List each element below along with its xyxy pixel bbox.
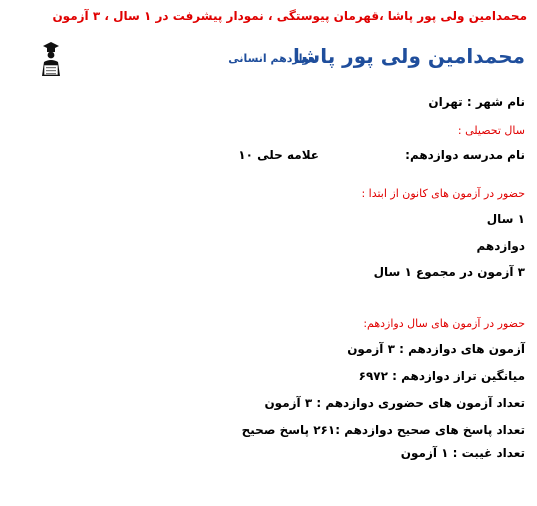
grade12-absences: تعداد غیبت : ۱ آزمون <box>400 446 525 460</box>
grade-field: دوازدهم انسانی <box>228 52 315 65</box>
school-logo <box>33 40 69 80</box>
academic-year-label: سال تحصیلی : <box>457 124 525 137</box>
school-value: علامه حلی ۱۰ <box>238 148 319 162</box>
city-line: نام شهر : تهران <box>428 95 525 109</box>
school-label: نام مدرسه دوازدهم: <box>405 148 525 162</box>
kanoon-total: ۳ آزمون در مجموع ۱ سال <box>373 265 525 279</box>
grade12-present-exams: تعداد آزمون های حضوری دوازدهم : ۳ آزمون <box>264 396 525 410</box>
kanoon-section-heading: حضور در آزمون های کانون از ابتدا : <box>361 187 525 200</box>
grade12-correct-answers: تعداد پاسخ های صحیح دوازدهم :۲۶۱ پاسخ صحیح <box>241 423 525 437</box>
student-name: محمدامین ولی پور پاشا <box>293 44 525 68</box>
kanoon-years: ۱ سال <box>486 212 525 226</box>
report-subject-line: محمدامین ولی پور پاشا ،قهرمان پیوستگی ، نمودار پیشرفت در ۱ سال ، ۳ آزمون <box>52 9 527 23</box>
graduate-logo-icon <box>33 40 69 80</box>
grade12-exams: آزمون های دوازدهم : ۳ آزمون <box>347 342 525 356</box>
grade12-average-level: میانگین تراز دوازدهم : ۶۹۷۲ <box>358 369 525 383</box>
kanoon-grade: دوازدهم <box>476 239 525 253</box>
grade12-section-heading: حضور در آزمون های سال دوازدهم: <box>363 317 525 330</box>
